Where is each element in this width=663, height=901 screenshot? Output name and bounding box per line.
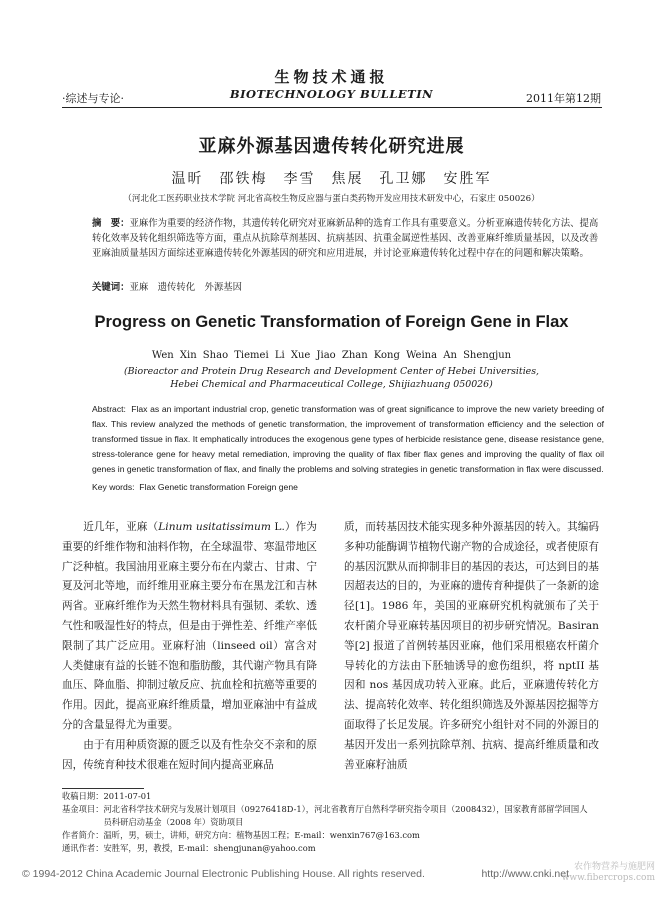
website-link[interactable]: http://www.cnki.net (481, 868, 569, 880)
abstract-en-label: Abstract: (92, 404, 126, 414)
species-name: Linum usitatissimum (158, 521, 271, 533)
abstract-en (92, 402, 604, 477)
body-text: 近几年，亚麻（ (83, 521, 159, 533)
affiliation-en-line-1: (Bioreactor and Protein Drug Research and Development Center of Hebei Universities, (123, 366, 540, 377)
keywords-cn-text: 亚麻 遗传转化 外源基因 (129, 282, 243, 293)
body-column-right (344, 518, 599, 775)
watermark-line-2: www.fibercrops.com (561, 873, 655, 883)
abstract-cn-label: 摘 要： (92, 218, 130, 229)
abstract-cn-text: 亚麻作为重要的经济作物，其遗传转化研究对亚麻新品种的选育工作具有重要意义。分析亚麻遗传转化方法、提高转化效率及转化组织筛选等方面，重点从抗除草剂基因、抗病基因、抗重金属逆性基因、改善亚麻纤维质量基因，以及改善亚麻油质量基因方面综述亚麻遗传转化外源基因的研究和应用进展，并讨论亚麻遗传转化过程中存在的问题和解决策略。 (92, 218, 599, 259)
affiliation-en (0, 365, 663, 391)
journal-title-en: BIOTECHNOLOGY BULLETIN (229, 87, 434, 101)
body-text: L.）作为重要的纤维作物和油料作物，在全球温带、寒温带地区广泛种植。我国油用亚麻主要分布在内蒙古、甘肃、宁夏及河北等地，而纤维用亚麻主要分布在黑龙江和吉林两省。亚麻纤维作为天然生物材料具有强韧、柔软、透气性和吸湿性好的特点，但是由于弹性差、纤维产率低限制了其广泛应用。亚麻籽油（linseed oil）富含对人类健康有益的长链不饱和脂肪酸，其代谢产物具有降血压、降血脂、抑制过敏反应、抗血栓和抗癌等重要的作用。因此，提高亚麻纤维质量，增加亚麻油中有益成分的含量显得尤为重要。 (62, 521, 317, 731)
watermark (562, 862, 655, 884)
keywords-en (92, 480, 604, 495)
issue-label: 2011年第12期 (526, 92, 601, 105)
footnote-fund-2: 员科研启动基金（2008 年）资助项目 (62, 817, 244, 827)
footnotes (62, 790, 602, 855)
body-paragraph: 质，而转基因技术能实现多种外源基因的转入。其编码多种功能酶调节植物代谢产物的合成途径，或者使原有的基因沉默从而抑制非目的基因的表达，可达到目的基因超表达的目的，为亚麻的遗传育种提供了一条新的途径[1]。1986 年，美国的亚麻研究机构就颁布了关于农杆菌介导亚麻转基因项目的初步研究情况。Basiran 等[2] 报道了首例转基因亚麻，他们采用根癌农杆菌介导转化的方法由下胚轴诱导的愈伤组织，将 nptII 基因和 nos 基因成功转入亚麻。此后，亚麻遗传转化方法、提高转化效率、转化组织筛选及外源基因挖掘等方面取得了长足发展。许多研究小组针对不同的外源目的基因开发出一系列抗除草剂、抗病、提高纤维质量和改善亚麻籽油质 (344, 521, 599, 771)
body-column-left (62, 518, 317, 775)
body-paragraph: 由于有用种质资源的匮乏以及有性杂交不亲和的原因，传统育种技术很难在短时间内提高亚麻品 (62, 738, 317, 771)
keywords-cn-label: 关键词： (92, 282, 130, 293)
copyright-line: © 1994-2012 China Academic Journal Electronic Publishing House. All rights reserved. (22, 868, 425, 880)
abstract-cn (92, 216, 604, 261)
keywords-cn (92, 280, 604, 295)
article-title-en: Progress on Genetic Transformation of Foreign Gene in Flax (94, 313, 569, 331)
header-divider (62, 107, 602, 108)
keywords-en-label: Key words: (92, 482, 135, 492)
article-title-cn: 亚麻外源基因遗传转化研究进展 (198, 136, 465, 157)
affiliation-cn: （河北化工医药职业技术学院 河北省高校生物反应器与蛋白类药物开发应用技术研发中心，石家庄 050026） (123, 194, 540, 204)
journal-title-cn: 生物技术通报 (274, 68, 389, 86)
authors-cn: 温昕 邵铁梅 李雪 焦展 孔卫娜 安胜军 (171, 171, 492, 187)
footnote-received: 收稿日期：2011-07-01 (62, 791, 152, 801)
footnote-author: 作者简介：温昕，男，硕士，讲师，研究方向：植物基因工程；E-mail：wenxin767@163.com (62, 830, 420, 840)
watermark-line-1: 农作物营养与施肥网 (573, 862, 655, 872)
section-label: ·综述与专论· (62, 92, 124, 105)
affiliation-en-line-2: Hebei Chemical and Pharmaceutical College, Shijiazhuang 050026) (170, 379, 493, 390)
footnote-corresponding: 通讯作者：安胜军，男，教授，E-mail：shengjunan@yahoo.com (62, 843, 316, 853)
keywords-en-text: Flax Genetic transformation Foreign gene (139, 482, 298, 492)
body-paragraph (62, 518, 317, 736)
footnote-fund-1: 基金项目：河北省科学技术研究与发展计划项目（09276418D-1），河北省教育厅自然科学研究指令项目（2008432），国家教育部留学回国人 (62, 804, 588, 814)
authors-en: Wen Xin Shao Tiemei Li Xue Jiao Zhan Kong Weina An Shengjun (151, 350, 512, 361)
footnote-divider (62, 788, 144, 789)
abstract-en-text: Flax as an important industrial crop, genetic transformation was of great significance to improve the new variety breeding of flax. This review analyzed the methods of genetic transformation, the improvement of transformation efficiency and the selection of transformed tissue in flax. It emphatically introduces the exogenous gene types of herbicide resistance gene, disease resistance gene, stress-tolerance gene for heavy metal remediation, improving the quality of flax fiber flax genes and improving the quality of flax oil genes in genetic transformation of flax, and finally the problems and solving strategies in genetic transformation in flax were discussed. (92, 404, 604, 474)
